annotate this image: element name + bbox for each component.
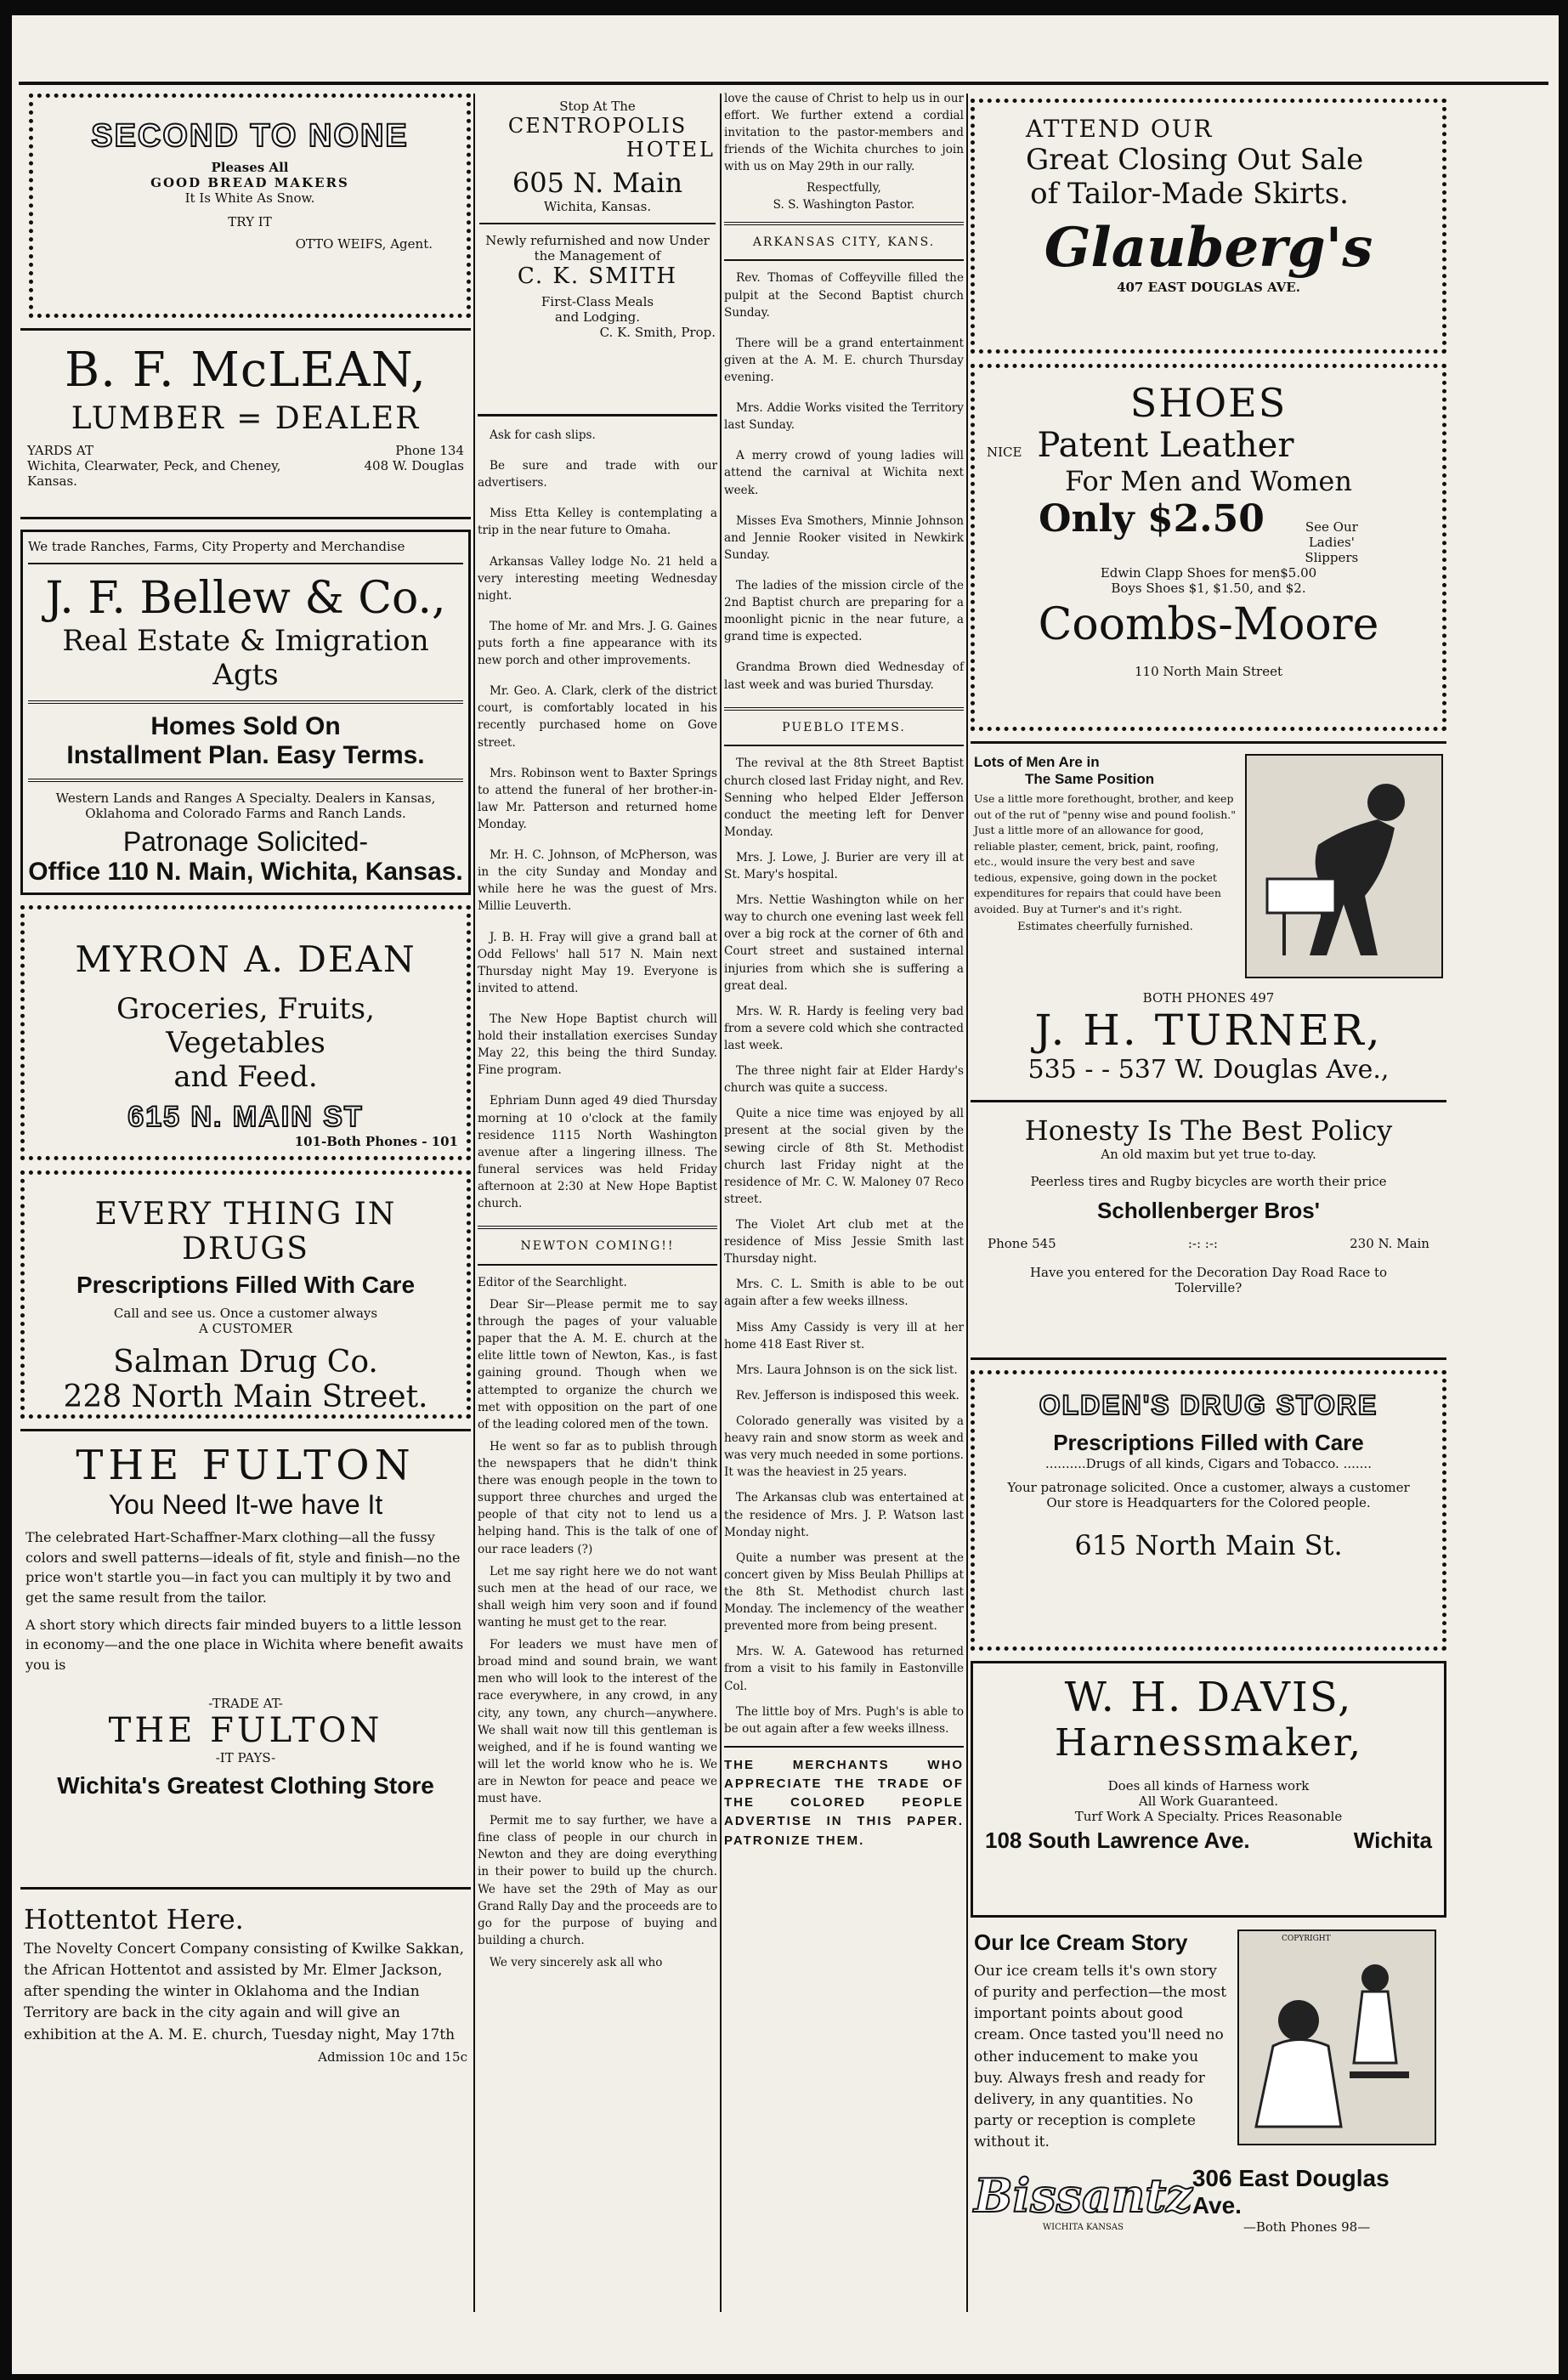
ad-mclean [20, 328, 471, 519]
letter-paragraph: We very sincerely ask all who [490, 1956, 663, 1970]
news-item [724, 1703, 964, 1737]
news-item-text: Mr. H. C. Johnson, of McPherson, was in the city Sunday and Monday and while here he was the guest of Mrs. Millie Leuverth. [478, 848, 717, 914]
ad-line: Prescriptions Filled With Care [76, 1272, 416, 1298]
column-1 [20, 94, 471, 2088]
ad-bissantz [971, 1928, 1446, 2242]
news-item [478, 765, 717, 833]
ad-line: EVERY THING IN DRUGS [94, 1197, 397, 1266]
news-item-text: Mrs. C. L. Smith is able to be out again after a few weeks illness. [724, 1278, 964, 1309]
ad-line: Your patronage solicited. Once a customer, always a customer [1007, 1480, 1410, 1495]
letter-paragraph: For leaders we must have men of broad mind and sound brain, we want men who will look to the interest of the race everywhere, in any crowd, in any city, any town, any church—anywhere. We shall wait now till this gentleman is weighed, and if he is found wanting we will let the world know who he is. We are in Newton for peace and peace we must have. [478, 1638, 717, 1806]
ad-city: Wichita, Kansas. [543, 199, 652, 214]
news-item [724, 1105, 964, 1208]
ad-subtitle: You Need It-we have It [108, 1489, 383, 1520]
ad-trade: LUMBER = DEALER [71, 401, 421, 436]
section-heading: PUEBLO ITEMS. [782, 720, 906, 734]
news-item-text: Quite a nice time was enjoyed by all present at the social given by the sewing circle of 8th St. Methodist church last Friday night at the residence of Mr. C. W. Maloney 07 Reco street. [724, 1107, 964, 1206]
news-item-text: A merry crowd of young ladies will attend the carnival at Wichita next week. [724, 449, 964, 497]
ad-line: Turf Work A Specialty. Prices Reasonable [1074, 1809, 1343, 1824]
news-item-text: Mrs. J. Lowe, J. Burier are very ill at St. Mary's hospital. [724, 850, 964, 882]
ad-salman-drug [20, 1170, 471, 1419]
ad-line: GOOD BREAD MAKERS [150, 175, 349, 190]
ad-tagline: Wichita's Greatest Clothing Store [57, 1771, 434, 1799]
ad-line: Call and see us. Once a customer always [113, 1306, 378, 1321]
ad-illustration [1245, 754, 1443, 978]
ad-line: All Work Guaranteed. [1138, 1794, 1279, 1809]
ad-schollenberger [971, 1100, 1446, 1360]
ad-glauberg [971, 99, 1446, 354]
ad-line: Newly refurnished and now Under the Management of [485, 233, 710, 264]
ad-bellew [20, 530, 471, 895]
ad-line: Honesty Is The Best Policy [1024, 1114, 1393, 1147]
ad-line: TRY IT [228, 214, 272, 230]
news-item [478, 457, 717, 491]
news-item-text: Mrs. Nettie Washington while on her way to church one evening last week fell over a big rock at the corner of 6th and Court street and sustained internal injuries from which she is suffering a great deal. [724, 893, 964, 993]
ad-address: 535 - - 537 W. Douglas Ave., [1027, 1055, 1390, 1085]
news-item-text: Mr. Geo. A. Clark, clerk of the district court, is comfortably located in his recently purchased home on Gove street. [478, 684, 717, 750]
ad-price: Only $2.50 [1039, 497, 1265, 541]
ad-name: THE FULTON [108, 1710, 383, 1750]
ad-line: CENTROPOLIS [507, 114, 688, 138]
news-item-text: Mrs. Addie Works visited the Territory last Sunday. [724, 401, 964, 433]
news-item-text: The Arkansas club was entertained at the residence of Mrs. J. P. Watson last Monday night. [724, 1491, 964, 1539]
bent-over-man-image [1259, 768, 1429, 964]
news-item-text: Ask for cash slips. [490, 428, 596, 442]
ad-turner [971, 741, 1446, 1090]
ad-logo-city: WICHITA KANSAS [1042, 2222, 1124, 2232]
news-item [478, 929, 717, 997]
news-item [724, 1387, 964, 1404]
ad-address: 407 EAST DOUGLAS AVE. [1117, 280, 1300, 295]
news-item-text: Miss Etta Kelley is contemplating a trip in the near future to Omaha. [478, 507, 717, 538]
ad-name: MYRON A. DEAN [75, 938, 416, 980]
ad-patronage: Patronage Solicited- [122, 826, 369, 857]
ad-line: Groceries, Fruits, Vegetables [116, 992, 375, 1060]
letter-paragraph: Let me say right here we do not want such men at the head of our race, we shall weigh him very soon and if found wanting he must get to the rear. [478, 1564, 717, 1629]
ad-homes: Homes Sold On [150, 712, 341, 740]
ad-body: Use a little more forethought, brother, and keep out of the rut of "penny wise and pound foolish." Just a little more of an allowance for good, reliable plaster, cement, brick, paint, roofing, etc., would insure the very best and save tedious, expensive, going down in the pocket expenditures for repairs that could have been avoided. Buy at Turner's and it's right. [974, 792, 1237, 915]
ad-address: 615 North Main St. [1074, 1529, 1343, 1561]
ad-name: Salman Drug Co. [113, 1345, 378, 1380]
news-item [724, 1413, 964, 1481]
news-item-text: Mrs. W. R. Hardy is feeling very bad from a severe cold which she contracted last week. [724, 1004, 964, 1053]
ad-subtitle: Real Estate & Imigration Agts [62, 624, 429, 692]
top-rule [19, 82, 1548, 85]
merchants-notice: THE MERCHANTS WHO APPRECIATE THE TRADE OF THE COLORED PEOPLE ADVERTISE IN THIS PAPER. PATRONIZE THEM. [724, 1757, 964, 1848]
ad-trade: Harnessmaker, [1054, 1721, 1362, 1765]
ad-name: J. F. Bellew & Co., [45, 573, 446, 624]
ad-title: SECOND TO NONE [91, 118, 409, 154]
ad-title: Our Ice Cream Story [974, 1930, 1188, 1955]
article-body: The Novelty Concert Company consisting of Kwilke Sakkan, the African Hottentot and assisted by Mr. Elmer Jackson, after spending the winter in Oklahoma and the Indian Territory are back in the city again and will give an exhibition at the A. M. E. church, Tuesday night, May 17th [24, 1941, 465, 2043]
article-title: Hottentot Here. [24, 1903, 244, 1935]
ad-title: Lots of Men Are in [974, 754, 1100, 770]
news-item [478, 1011, 717, 1079]
newton-letter [478, 1238, 717, 1971]
ad-line: ATTEND OUR [1026, 115, 1214, 143]
ad-address: 615 N. MAIN ST [127, 1101, 364, 1133]
ad-question: Have you entered for the Decoration Day Road Race to Tolerville? [1029, 1265, 1388, 1295]
column-3 [724, 90, 964, 1850]
news-item-text: The revival at the 8th Street Baptist church closed last Friday night, and Rev. Senning who helped Elder Jefferson conduct the meeting left for Denver Monday. [724, 756, 965, 839]
ad-name: J. H. TURNER, [1034, 1006, 1383, 1055]
news-item [724, 1276, 964, 1310]
news-item [724, 447, 964, 498]
letter-signature: S. S. Washington Pastor. [773, 197, 915, 212]
news-item [724, 269, 964, 320]
ad-line: Pleases All [211, 160, 289, 175]
ad-line: For Men and Women [1065, 465, 1352, 497]
column-rule-1 [473, 94, 475, 2312]
ad-line: Patent Leather [1037, 426, 1294, 465]
ad-illustration [1237, 1930, 1436, 2145]
news-item-text: The home of Mr. and Mrs. J. G. Gaines puts forth a fine appearance with its new porch and other improvements. [478, 619, 717, 668]
news-item [724, 513, 964, 564]
ad-paragraph: The celebrated Hart-Schaffner-Marx clothing—all the fussy colors and swell patterns—ideals of fit, style and finish—no the price won't startle you—in fact you can multiply it by two and get the same result from the tailor. [25, 1529, 461, 1606]
ad-line: and Feed. [173, 1060, 318, 1094]
news-item [724, 1003, 964, 1054]
ad-nice: NICE [987, 445, 1022, 460]
ad-line: HOTEL [626, 138, 716, 162]
news-item-text: J. B. H. Fray will give a grand ball at Odd Fellows' hall 517 N. Main next Thursday night May 19. Everyone is invited to attend. [478, 930, 717, 995]
ad-address: 228 North Main Street. [63, 1380, 428, 1414]
ad-line: Great Closing Out Sale [1026, 143, 1364, 177]
news-item [724, 577, 964, 645]
ad-agent: OTTO WEIFS, Agent. [295, 236, 433, 252]
ad-lands: Western Lands and Ranges A Specialty. Dealers in Kansas, Oklahoma and Colorado Farms and Ranch Lands. [55, 790, 436, 821]
letter-closing: Respectfully, [807, 180, 881, 195]
ad-line: Peerless tires and Rugby bicycles are worth their price [1030, 1174, 1387, 1189]
ad-coombs-moore [971, 364, 1446, 731]
news-item-text: The ladies of the mission circle of the 2nd Baptist church are preparing for a moonlight picnic in the near future, a grand time is expected. [724, 579, 964, 644]
news-item-text: Misses Eva Smothers, Minnie Johnson and Jennie Rooker visited in Newkirk Sunday. [724, 513, 964, 562]
news-item [724, 1643, 964, 1694]
ad-address: 230 N. Main [1350, 1236, 1429, 1251]
ad-title: THE FULTON [76, 1442, 416, 1489]
ad-title: The Same Position [1025, 771, 1155, 787]
ad-towns: Wichita, Clearwater, Peck, and Cheney, Kansas. [27, 458, 281, 489]
ad-line: Boys Shoes $1, $1.50, and $2. [1111, 581, 1306, 596]
ad-name: B. F. McLEAN, [65, 343, 427, 398]
ad-address: 605 N. Main [512, 167, 683, 199]
column-rule-2 [720, 94, 722, 2312]
ad-phones: BOTH PHONES 497 [1142, 990, 1275, 1006]
ad-name: Schollenberger Bros' [1097, 1198, 1320, 1223]
ad-line: SHOES [1129, 380, 1288, 426]
section-heading: NEWTON COMING!! [520, 1239, 675, 1254]
news-item-text: Mrs. W. A. Gatewood has returned from a visit to his family in Eastonville Col. [724, 1645, 964, 1693]
news-item [724, 659, 964, 693]
ad-line: A CUSTOMER [199, 1321, 292, 1336]
news-item-text: Mrs. Laura Johnson is on the sick list. [736, 1363, 958, 1377]
ad-paragraph: A short story which directs fair minded buyers to a little lesson in economy—and the one place in Wichita where benefit awaits you is [25, 1616, 464, 1674]
news-item-text: The Violet Art club met at the residence of Miss Jessie Smith last Thursday night. [724, 1218, 964, 1266]
ad-line: and Lodging. [555, 309, 640, 325]
ad-proprietor: C. K. Smith, Prop. [599, 325, 716, 340]
ad-logo-name: Glauberg's [1044, 216, 1373, 280]
ad-address: 408 W. Douglas [364, 458, 464, 473]
ad-name: W. H. DAVIS, [1064, 1674, 1353, 1721]
news-item-text: Grandma Brown died Wednesday of last week and was buried Thursday. [724, 660, 964, 692]
news-item [724, 1319, 964, 1353]
ad-line: First-Class Meals [541, 294, 654, 309]
ad-address: 306 East Douglas Ave. [1192, 2165, 1390, 2219]
news-item [724, 1062, 964, 1096]
newspaper-page [12, 15, 1559, 2374]
ad-office: Office 110 N. Main, Wichita, Kansas. [28, 858, 463, 886]
news-item-text: Rev. Jefferson is indisposed this week. [736, 1388, 959, 1402]
ad-address: 110 North Main Street [1135, 664, 1282, 679]
ad-city: Wichita [1353, 1828, 1432, 1853]
ad-myron-dean [20, 905, 471, 1160]
news-item [724, 849, 964, 883]
ad-line: Does all kinds of Harness work [1107, 1778, 1310, 1794]
letter-paragraph: Permit me to say further, we have a fine class of people in our church in Newton and they are doing everything in their power to build up the church. We have set the 29th of May as our Grand Rally Day and the proceeds are to go for the purpose of buying and building a church. [478, 1814, 717, 1947]
ad-line: Stop At The [559, 99, 636, 114]
article-hottentot [20, 1900, 471, 2078]
news-item [724, 755, 964, 841]
letter-paragraph: He went so far as to publish through the newspapers that he didn't think there was enough people in the town to support three churches and urged the people of that city not to lend us a helping hand. This is the talk of one of our race leaders (?) [478, 1439, 717, 1556]
ad-fulton [20, 1429, 471, 1890]
ad-note: See Our Ladies' Slippers [1305, 519, 1359, 565]
local-items [478, 427, 717, 1212]
column-rule-3 [966, 94, 968, 2312]
ad-copyright: COPYRIGHT [1282, 1935, 1331, 1943]
letter-paragraph: love the cause of Christ to help us in our effort. We further extend a cordial invitation to the pastor-members and friends of the Wichita churches to join with us on May 29th in our rally. [724, 92, 964, 174]
news-item-text: The New Hope Baptist church will hold their installation exercises Sunday May 22, this being the third Sunday. Fine program. [478, 1012, 717, 1078]
news-item [478, 618, 717, 669]
news-item [478, 847, 717, 915]
ad-body: Our ice cream tells it's own story of purity and perfection—the most important points about good cream. Once tasted you'll need no other inducement to make you buy. Always fresh and ready for delivery, in any quantities. No party or reception is complete without it. [974, 1963, 1227, 2151]
ad-second-to-none [29, 94, 471, 318]
news-item-text: Be sure and trade with our advertisers. [478, 459, 717, 490]
ad-phone: Phone 134 [395, 443, 464, 458]
ladies-with-ice-cream-image [1248, 1944, 1426, 2131]
news-item-text: The three night fair at Elder Hardy's church was quite a success. [724, 1064, 964, 1096]
news-item [478, 683, 717, 751]
ad-pays: -IT PAYS- [215, 1749, 276, 1765]
news-item [724, 892, 964, 994]
ad-davis [971, 1661, 1446, 1918]
ad-yards: YARDS AT [27, 443, 93, 458]
ad-phone: Phone 545 [988, 1236, 1056, 1251]
ad-trade-line: We trade Ranches, Farms, City Property and Merchandise [28, 539, 405, 554]
ad-name: C. K. SMITH [517, 264, 678, 289]
news-item-text: Arkansas Valley lodge No. 21 held a very interesting meeting Wednesday night. [478, 554, 717, 603]
ad-olden-drug [971, 1370, 1446, 1651]
news-item [724, 1216, 964, 1267]
ad-address: 108 South Lawrence Ave. [985, 1828, 1250, 1853]
ad-logo-name: Bissantz [974, 2168, 1192, 2223]
news-item-text: Quite a number was present at the concert given by Miss Beulah Phillips at the 8th St. Methodist church last Monday. The inclemency of the weather prevented more from being present. [724, 1550, 964, 1634]
news-item-text: Miss Amy Cassidy is very ill at her home 418 East River st. [724, 1320, 964, 1352]
ad-line: Edwin Clapp Shoes for men$5.00 [1100, 565, 1317, 581]
ad-trade-at: -TRADE AT- [208, 1695, 283, 1711]
ad-name: Coombs-Moore [1038, 599, 1379, 650]
ad-line: of Tailor-Made Skirts. [1030, 177, 1349, 211]
news-item [724, 1362, 964, 1379]
ad-plan: Installment Plan. Easy Terms. [66, 741, 425, 769]
column-4 [971, 99, 1446, 2252]
news-item-text: The little boy of Mrs. Pugh's is able to be out again after a few weeks illness. [724, 1704, 964, 1736]
news-item-text: Rev. Thomas of Coffeyville filled the pulpit at the Second Baptist church Sunday. [724, 271, 964, 320]
ad-phone: 101-Both Phones - 101 [294, 1134, 458, 1149]
news-item [478, 427, 717, 444]
news-item-text: Colorado generally was visited by a heavy rain and snow storm as week and was very much needed in some portions. It was the heaviest in 25 years. [724, 1414, 964, 1480]
news-item-text: There will be a grand entertainment given at the A. M. E. church Thursday evening. [724, 336, 964, 385]
article-admission: Admission 10c and 15c [318, 2048, 467, 2065]
news-item [724, 1550, 964, 1635]
ad-line: Our store is Headquarters for the Colored people. [1046, 1495, 1371, 1510]
news-item [724, 335, 964, 386]
ad-line: An old maxim but yet true to-day. [1101, 1147, 1316, 1162]
ad-separator: :-: :-: [1187, 1236, 1218, 1251]
news-item [478, 505, 717, 539]
ad-line: It Is White As Snow. [184, 190, 315, 206]
column-2 [478, 94, 717, 1976]
news-item [478, 553, 717, 604]
ad-estimates: Estimates cheerfully furnished. [1017, 921, 1193, 933]
ad-line: ..........Drugs of all kinds, Cigars and Tobacco. ....... [1045, 1456, 1372, 1471]
news-item [724, 1489, 964, 1540]
news-item-text: Mrs. Robinson went to Baxter Springs to attend the funeral of her brother-in-law Mr. Patterson and returned home Monday. [478, 766, 717, 831]
letter-salutation: Editor of the Searchlight. [478, 1275, 627, 1289]
letter-paragraph: Dear Sir—Please permit me to say through the pages of your valuable paper that the A. M. E. church at the elite little town of Newton, Kas., is fast gaining ground. Though when we attempted to organize the church we met with opposition on the part of one of the leading colored men of the town. [478, 1297, 717, 1431]
news-item [478, 1092, 717, 1212]
ad-phones: —Both Phones 98— [1243, 2219, 1371, 2236]
ad-line: Prescriptions Filled with Care [1053, 1430, 1364, 1455]
news-item-text: Ephriam Dunn aged 49 died Thursday morning at 10 o'clock at the family residence 1115 North Washington avenue after a lingering illness. The funeral services was held Friday afternoon at 2:30 at New Hope Baptist church. [478, 1094, 717, 1211]
section-heading: ARKANSAS CITY, KANS. [752, 235, 936, 249]
ad-name: OLDEN'S DRUG STORE [1039, 1390, 1378, 1420]
news-item [724, 400, 964, 434]
ad-centropolis-hotel [478, 94, 717, 416]
